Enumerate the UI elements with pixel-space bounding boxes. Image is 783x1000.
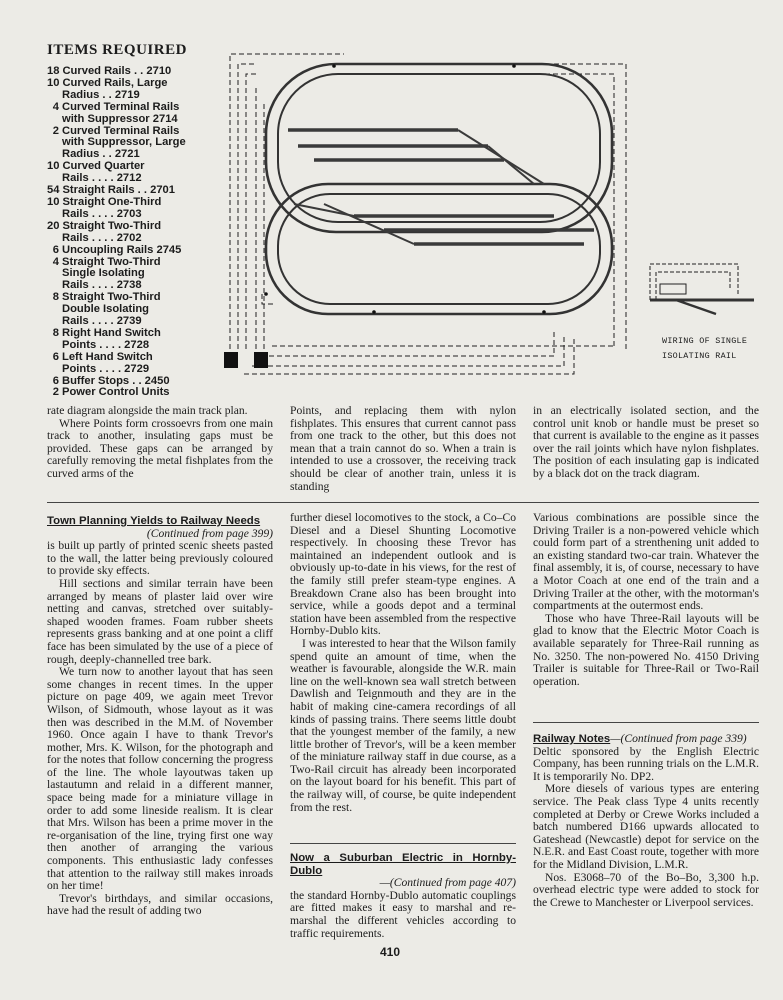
item-13: 6 Left Hand Switch Points . . . . 2729 xyxy=(52,350,153,375)
item-1: 18 Curved Rails . . 2710 xyxy=(47,65,172,77)
items-list xyxy=(47,66,195,399)
railway-notes-continued: —(Continued from page 339) xyxy=(610,732,747,745)
power-control-units xyxy=(224,352,268,368)
wiring-caption: WIRING OF SINGLE ISOLATING RAIL xyxy=(662,336,748,361)
item-11: 8 Straight Two-Third Double Isolating Rails . . . . 2739 xyxy=(52,291,161,328)
item-7: 10 Straight One-Third Rails . . . . 2703 xyxy=(47,195,162,220)
town-planning-continued: (Continued from page 399) xyxy=(146,526,273,540)
railway-notes-heading: Railway Notes xyxy=(533,733,611,745)
item-10: 4 Straight Two-Third Single Isolating Rails . . . . 2738 xyxy=(52,255,161,292)
middle-column: further diesel locomotives to the stock, a Co–Co Diesel and a Diesel Shunting Locomotive respectively. In choosing these Trevor has maintained an independent outlook and is obviously up-to-date in his views, for the rest of the family still prefer steam-type engines. A Breakdown Crane also has been brought into service, while a goods depot and a terminal station have been assembled from the respective Hornby-Dublo kits. I was interested to hear that the Wilson family spend quite an amount of time, when the weather is favourable, alongside the W.R. main line on the well-known sea wall stretch between Dawlish and Teignmouth and they are in the habit of making cine-camera recordings of all kinds of passing trains. There seems little doubt that the youngest member of the family, a new little brother of Trevor's, will be a keen member of the miniature railway staff in due course, as a Two-Rail circuit has already been incorporated on the layout board for his benefit. This part of the railway will, of course, be quite independent from the rest. xyxy=(290,511,516,814)
wiring-inset-diagram xyxy=(646,260,758,320)
railway-notes-article: Railway Notes—(Continued from page 339) Deltic sponsored by the English Electric Company, has been running trials on the L.M.R. It is temporarily No. DP2. More diesels of various types are entering service. The Peak class Type 4 units recently completed at Derby or Crewe Works included a batch numbered D166 upwards allocated to Gateshead (Newcastle) depot for service on the N.E.R. and East Coast route, together with more for the Midland Division, L.M.R. Nos. E3068–70 of the Bo–Bo, 3,300 h.p. overhead electric type were added to stock for the Crewe to Manchester or Liverpool services. xyxy=(533,732,759,909)
item-4: 2 Curved Terminal Rails with Suppressor, Large Radius . . 2721 xyxy=(52,124,186,161)
items-required-title: ITEMS REQUIRED xyxy=(47,42,187,58)
town-planning-heading: Town Planning Yields to Railway Needs xyxy=(47,515,261,527)
page-number: 410 xyxy=(380,945,401,959)
section-divider xyxy=(47,502,759,503)
upper-col-1: rate diagram alongside the main track plan. Where Points form crossoevrs from one main track to another, insulating gaps must be provided. These gaps can be arranged by carefully removing the metal fishplates from the curved arms of the xyxy=(47,404,273,480)
sidings-lower xyxy=(294,204,594,244)
item-9: 6 Uncoupling Rails 2745 xyxy=(52,243,182,256)
suburban-heading: Now a Suburban Electric in Hornby-Dublo xyxy=(290,852,516,877)
right-column: Various combinations are possible since the Driving Trailer is a non-powered vehicle which could form part of a strenthening unit added to an existing standard two-car train. Whatever the final assembly, it is, of course, necessary to have a Motor Coach at one end of the train and a Driving Trailer at the other, with the motorman's compartments at the outermost ends. Those who have Three-Rail layouts will be glad to know that the Electric Motor Coach is available separately for Three-Rail running as No. 3250. The non-powered No. 4150 Driving Trailer is suitable for Three-Rail or Two-Rail operation. xyxy=(533,511,759,688)
track-plan-diagram xyxy=(214,44,644,390)
item-15: 2 Power Control Units xyxy=(52,386,170,399)
town-planning-article: Town Planning Yields to Railway Needs (Continued from page 399) is built up partly of printed scenic sheets pasted to the wall, the latter being previously coloured to provide sky effects. Hill sections and similar terrain have been arranged by means of plaster laid over wire netting and canvas, stretched over suitably-shaped wooden frames. Foam rubber sheets represents grass banking and at one point a cliff face has been simulated by the use of a piece of rough, deeply-channelled tree bark. We turn now to another layout that has seen some changes in recent times. In the upper picture on page 409, we again meet Trevor Wilson, of Sidmouth, whose layout as it was then was described in the M.M. of November 1960. Once again I have to thank Trevor's mother, Mrs. K. Wilson, for the photograph and for the notes that follow concerning the progress of the line. The whole layoutwas taken up lastautumn and relaid in a different manner, space being made for a miniature village in order to add some lineside realism. It is clear that Mrs. Wilson has been a prime mover in the re-organisation of the line, trying first one way then another of arranging the various components. This enthusiastic lady confesses that attention to the railway still makes inroads on her time! Trevor's birthdays, and similar occasions, have had the result of adding two xyxy=(47,515,273,918)
item-12: 8 Right Hand Switch Points . . . . 2728 xyxy=(52,326,161,351)
power-control-unit-1 xyxy=(224,352,238,368)
middle-divider xyxy=(290,843,516,844)
item-3: 4 Curved Terminal Rails with Suppressor 2714 xyxy=(52,100,180,125)
lower-oval-track xyxy=(266,184,612,314)
suburban-article: Now a Suburban Electric in Hornby-Dublo —(Continued from page 407) the standard Hornby-Dublo automatic couplings are fitted makes it easy to marshal and re-marshal the different vehicles according to traffic requirements. xyxy=(290,852,516,940)
right-divider xyxy=(533,722,759,723)
suburban-continued: —(Continued from page 407) xyxy=(379,876,516,890)
item-14: 6 Buffer Stops . . 2450 xyxy=(52,374,170,387)
upper-col-3: in an electrically isolated section, and the control unit knob or handle must be preset so that current is available to the engine as it passes over the rail joints which have nylon fishplates. The position of each insulating gap is indicated by a black dot on the track diagram. xyxy=(533,404,759,480)
item-5: 10 Curved Quarter Rails . . . . 2712 xyxy=(47,160,145,185)
upper-col-2: Points, and replacing them with nylon fishplates. This ensures that current cannot pass from one track to the other, but this does not mean that a train cannot do so. When a train is intended to use a crossover, the receiving track should be clear of another train, unless it is standing xyxy=(290,404,516,493)
sidings-upper xyxy=(288,130,544,184)
power-control-unit-2 xyxy=(254,352,268,368)
item-6: 54 Straight Rails . . 2701 xyxy=(47,184,175,197)
item-8: 20 Straight Two-Third Rails . . . . 2702 xyxy=(47,219,162,244)
upper-oval-track xyxy=(266,64,612,232)
item-2: 10 Curved Rails, Large Radius . . 2719 xyxy=(47,76,168,101)
